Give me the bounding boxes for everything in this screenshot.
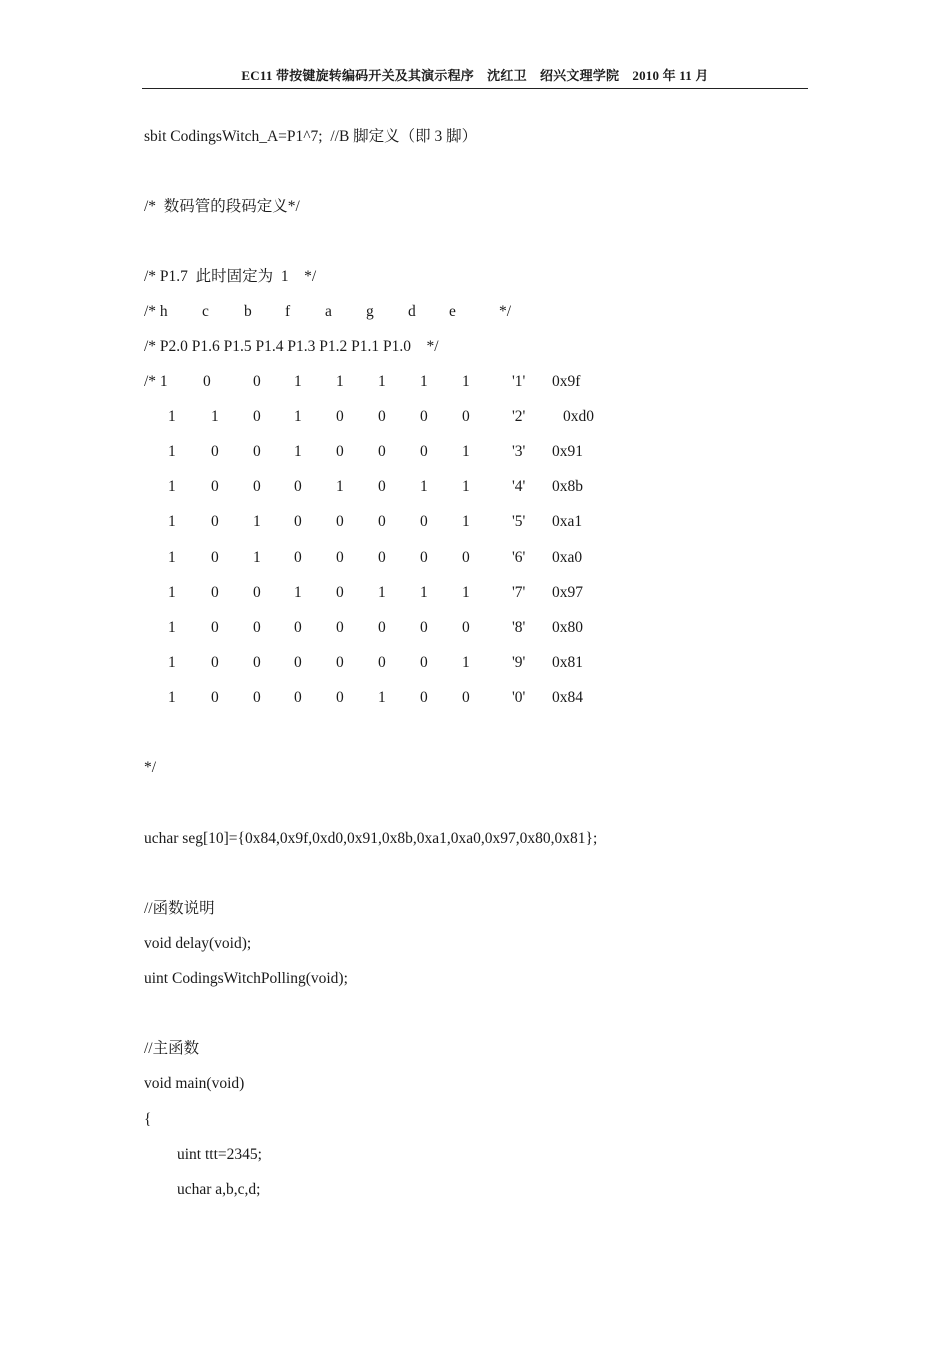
segment-bit: 0 — [420, 443, 428, 460]
segment-bit: 0 — [294, 619, 302, 636]
ttt-declaration: uint ttt=2345; — [177, 1146, 262, 1163]
comment-close-line: */ — [144, 759, 157, 776]
segment-letter: c — [202, 303, 209, 320]
row-lead-bit: 1 — [168, 443, 176, 460]
digit-char: '3' — [512, 443, 526, 460]
segment-bit: 0 — [420, 619, 428, 636]
segment-bit: 0 — [253, 619, 261, 636]
hex-code: 0x80 — [552, 619, 583, 636]
segment-bit: 0 — [294, 689, 302, 706]
segment-bit: 1 — [378, 584, 386, 601]
segment-bit: 0 — [462, 619, 470, 636]
row-lead-bit: /* 1 — [144, 373, 168, 390]
segment-bit: 0 — [378, 513, 386, 530]
digit-char: '8' — [512, 619, 526, 636]
row-lead-bit: 1 — [168, 478, 176, 495]
segment-bit: 1 — [462, 654, 470, 671]
segment-bit: 0 — [336, 408, 344, 425]
segment-bit: 1 — [420, 584, 428, 601]
segment-bit: 0 — [420, 549, 428, 566]
segment-bit: 1 — [294, 584, 302, 601]
hex-code: 0xa0 — [552, 549, 583, 566]
segment-bit: 0 — [378, 619, 386, 636]
segment-bit: 0 — [253, 443, 261, 460]
open-brace: { — [144, 1111, 152, 1128]
digit-char: '4' — [512, 478, 526, 495]
segment-bit: 1 — [336, 373, 344, 390]
row-lead-bit: 1 — [168, 408, 176, 425]
main-declaration: void main(void) — [144, 1075, 245, 1092]
row-lead-bit: 1 — [168, 689, 176, 706]
segment-bit: 0 — [294, 549, 302, 566]
segment-bit: 0 — [211, 443, 219, 460]
segment-bit: 0 — [336, 443, 344, 460]
segment-letter: d — [408, 303, 416, 320]
polling-declaration: uint CodingsWitchPolling(void); — [144, 970, 348, 987]
seg-array-declaration: uchar seg[10]={0x84,0x9f,0xd0,0x91,0x8b,0xa1,0xa0,0x97,0x80,0x81}; — [144, 830, 598, 847]
segment-bit: 0 — [211, 478, 219, 495]
segment-code-comment: /* 数码管的段码定义*/ — [144, 198, 300, 215]
segment-bit: 0 — [253, 654, 261, 671]
row-lead-bit: 1 — [168, 584, 176, 601]
segment-bit: 1 — [294, 408, 302, 425]
segment-bit: 1 — [294, 373, 302, 390]
hex-code: 0x84 — [552, 689, 583, 706]
segment-bit: 1 — [253, 513, 261, 530]
hex-code: 0x8b — [552, 478, 583, 495]
segment-bit: 0 — [420, 513, 428, 530]
segment-bit: 0 — [462, 689, 470, 706]
segment-bit: 0 — [336, 584, 344, 601]
segment-bit: 0 — [336, 654, 344, 671]
digit-char: '6' — [512, 549, 526, 566]
delay-declaration: void delay(void); — [144, 935, 252, 952]
segment-bit: 0 — [336, 549, 344, 566]
sbit-definition-line: sbit CodingsWitch_A=P1^7; //B 脚定义（即 3 脚） — [144, 128, 478, 145]
function-description-comment: //函数说明 — [144, 900, 215, 917]
segment-bit: 1 — [462, 584, 470, 601]
segment-bit: 0 — [253, 689, 261, 706]
segment-bit: 0 — [378, 443, 386, 460]
segment-bit: 0 — [420, 689, 428, 706]
segment-bit: 1 — [253, 549, 261, 566]
segment-bit: 0 — [211, 619, 219, 636]
segment-bit: 0 — [253, 408, 261, 425]
segment-bit: 1 — [420, 478, 428, 495]
digit-char: '9' — [512, 654, 526, 671]
segment-letter: b — [244, 303, 252, 320]
digit-char: '2' — [512, 408, 526, 425]
digit-char: '5' — [512, 513, 526, 530]
segment-bit: 0 — [336, 619, 344, 636]
segment-bit: 0 — [211, 689, 219, 706]
segment-bit: 1 — [378, 689, 386, 706]
segment-letter: e — [449, 303, 456, 320]
row-lead-bit: 1 — [168, 549, 176, 566]
segment-bit: 0 — [378, 549, 386, 566]
segment-bit: 1 — [378, 373, 386, 390]
segment-bit: 0 — [420, 654, 428, 671]
segment-bit: 0 — [336, 513, 344, 530]
segment-bit: 0 — [420, 408, 428, 425]
segment-bit: 0 — [211, 584, 219, 601]
hex-code: 0x97 — [552, 584, 583, 601]
row-lead-bit: 1 — [168, 513, 176, 530]
segment-bit: 0 — [211, 549, 219, 566]
digit-char: '7' — [512, 584, 526, 601]
segment-bit: 0 — [294, 478, 302, 495]
row-lead-bit: 1 — [168, 619, 176, 636]
segment-bit: 0 — [378, 408, 386, 425]
segment-letter: f — [285, 303, 291, 320]
hex-code: 0x9f — [552, 373, 581, 390]
segment-bit: 0 — [253, 584, 261, 601]
row-lead-bit: 1 — [168, 654, 176, 671]
segment-bit: 0 — [294, 513, 302, 530]
segment-bit: 1 — [462, 373, 470, 390]
segment-bit: 0 — [211, 654, 219, 671]
segment-letter-h: /* h — [144, 303, 168, 320]
segment-bit: 0 — [336, 689, 344, 706]
segment-letter: g — [366, 303, 374, 320]
segment-bit: 1 — [420, 373, 428, 390]
segment-bit: 0 — [378, 478, 386, 495]
segment-bit: 0 — [203, 373, 211, 390]
segment-bit: 1 — [462, 513, 470, 530]
segment-bit: 0 — [378, 654, 386, 671]
segment-bit: 1 — [294, 443, 302, 460]
segment-bit: 1 — [462, 478, 470, 495]
segment-bit: 0 — [294, 654, 302, 671]
hex-code: 0x81 — [552, 654, 583, 671]
segment-bit: 0 — [211, 513, 219, 530]
segment-bit: 0 — [462, 408, 470, 425]
segment-bit: 0 — [253, 373, 261, 390]
segment-bit: 1 — [336, 478, 344, 495]
segment-bit: 1 — [462, 443, 470, 460]
segment-letter: a — [325, 303, 332, 320]
segment-bit: 1 — [211, 408, 219, 425]
hex-code: 0xd0 — [563, 408, 594, 425]
comment-close: */ — [499, 303, 512, 320]
digit-char: '0' — [512, 689, 526, 706]
hex-code: 0x91 — [552, 443, 583, 460]
page-header-text: EC11 带按键旋转编码开关及其演示程序 沈红卫 绍兴文理学院 2010 年 11 月 — [241, 68, 709, 83]
main-function-comment: //主函数 — [144, 1040, 200, 1057]
pin-mapping-line: /* P2.0 P1.6 P1.5 P1.4 P1.3 P1.2 P1.1 P1.0 */ — [144, 338, 439, 355]
hex-code: 0xa1 — [552, 513, 583, 530]
p17-fixed-comment: /* P1.7 此时固定为 1 */ — [144, 268, 317, 285]
segment-bit: 0 — [253, 478, 261, 495]
digit-char: '1' — [512, 373, 526, 390]
page-header — [142, 64, 808, 89]
segment-bit: 0 — [462, 549, 470, 566]
abcd-declaration: uchar a,b,c,d; — [177, 1181, 261, 1198]
